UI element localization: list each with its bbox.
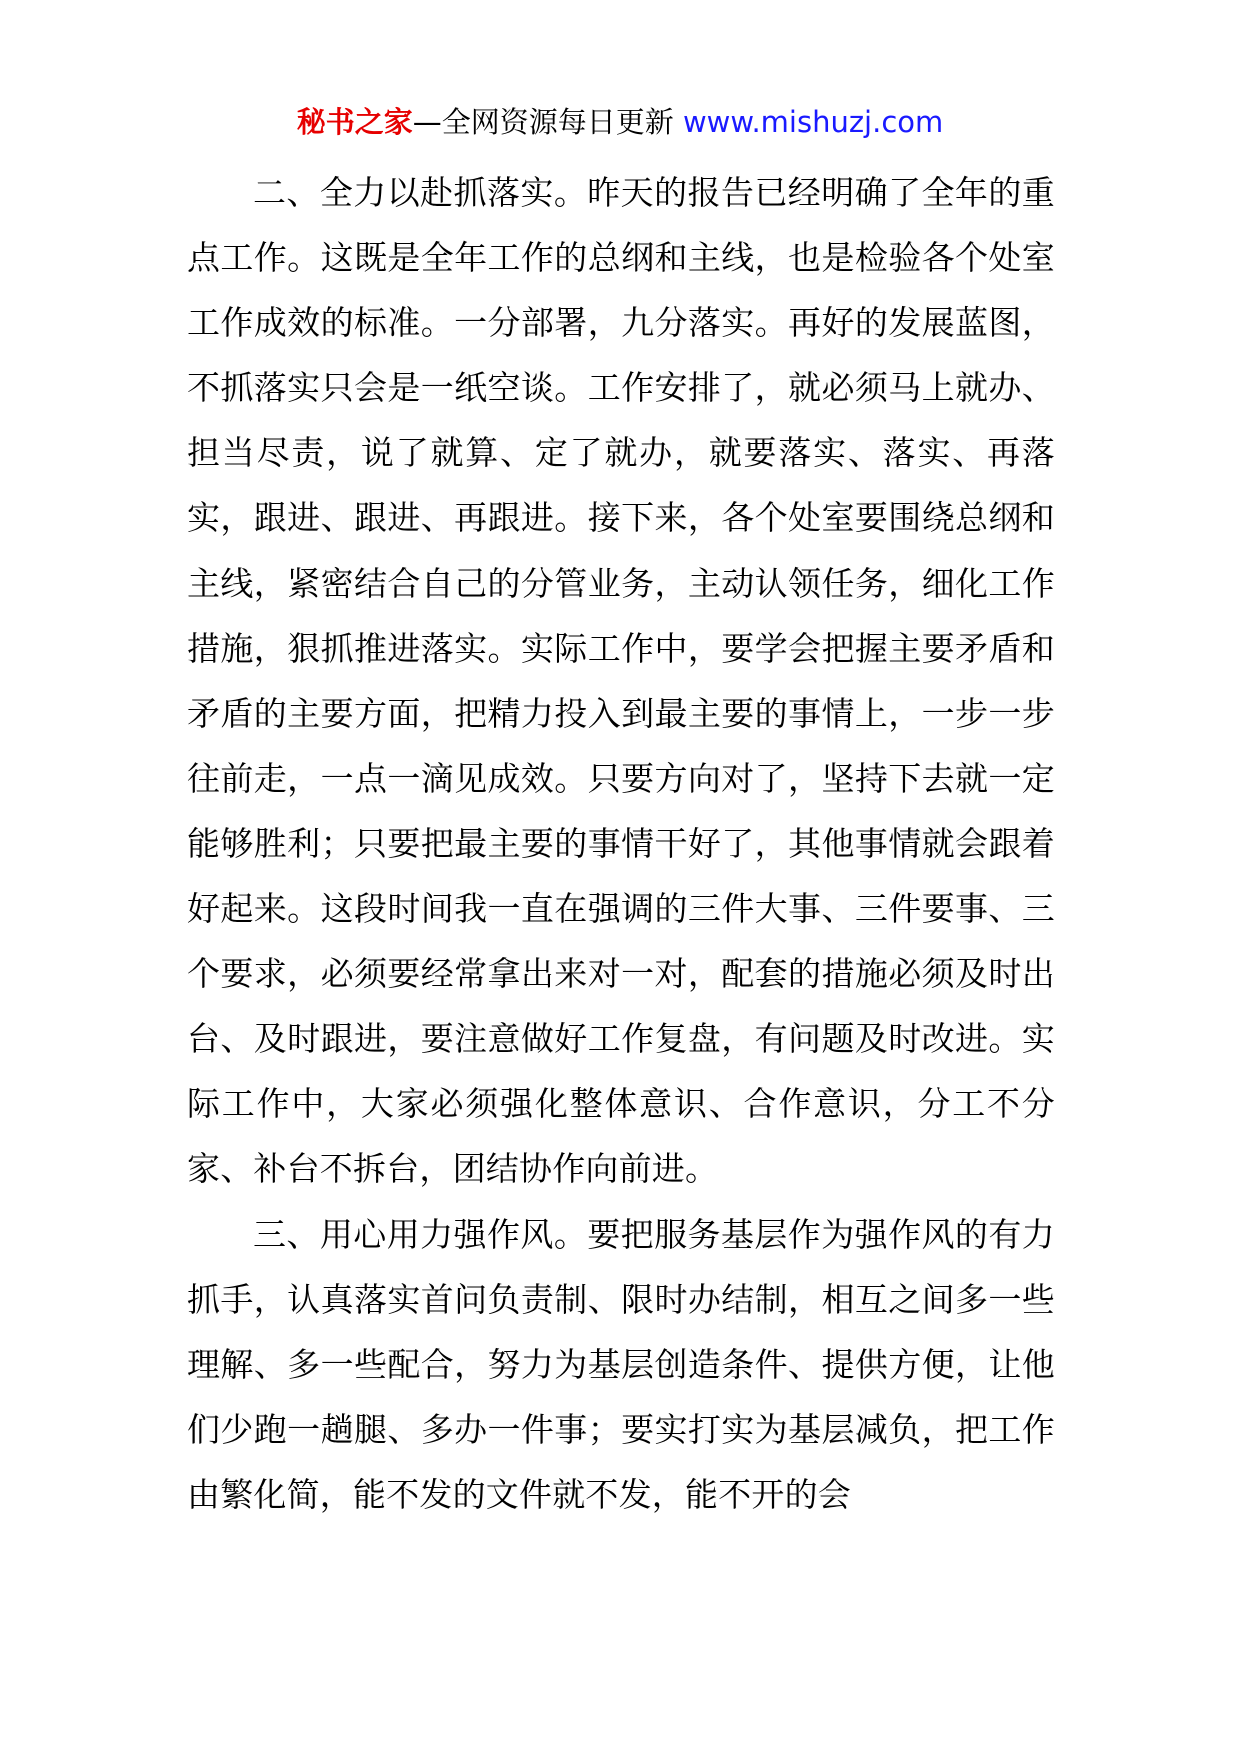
site-brand: 秘书之家 [296, 105, 413, 139]
site-url-link[interactable]: www.mishuzj.com [682, 105, 944, 139]
site-header [0, 102, 1240, 142]
paragraph-section-two: 二、全力以赴抓落实。昨天的报告已经明确了全年的重点工作。这既是全年工作的总纲和主线，也是检验各个处室工作成效的标准。一分部署，九分落实。再好的发展蓝图，不抓落实只会是一纸空谈。工作安排了，就必须马上就办、担当尽责，说了就算、定了就办，就要落实、落实、再落实，跟进、跟进、再跟进。接下来，各个处室要围绕总纲和主线，紧密结合自己的分管业务，主动认领任务，细化工作措施，狠抓推进落实。实际工作中，要学会把握主要矛盾和矛盾的主要方面，把精力投入到最主要的事情上，一步一步往前走，一点一滴见成效。只要方向对了，坚持下去就一定能够胜利；只要把最主要的事情干好了，其他事情就会跟着好起来。这段时间我一直在强调的三件大事、三件要事、三个要求，必须要经常拿出来对一对，配套的措施必须及时出台、及时跟进，要注意做好工作复盘，有问题及时改进。实际工作中，大家必须强化整体意识、合作意识，分工不分家、补台不拆台，团结协作向前进。 [187, 173, 1055, 1189]
paragraph-section-three: 三、用心用力强作风。要把服务基层作为强作风的有力抓手，认真落实首问负责制、限时办结制，相互之间多一些理解、多一些配合，努力为基层创造条件、提供方便，让他们少跑一趟腿、多办一件事；要实打实为基层减负，把工作由繁化简，能不发的文件就不发，能不开的会 [187, 1214, 1055, 1514]
document-body [187, 160, 1055, 1527]
site-slogan: —全网资源每日更新 [412, 105, 683, 139]
